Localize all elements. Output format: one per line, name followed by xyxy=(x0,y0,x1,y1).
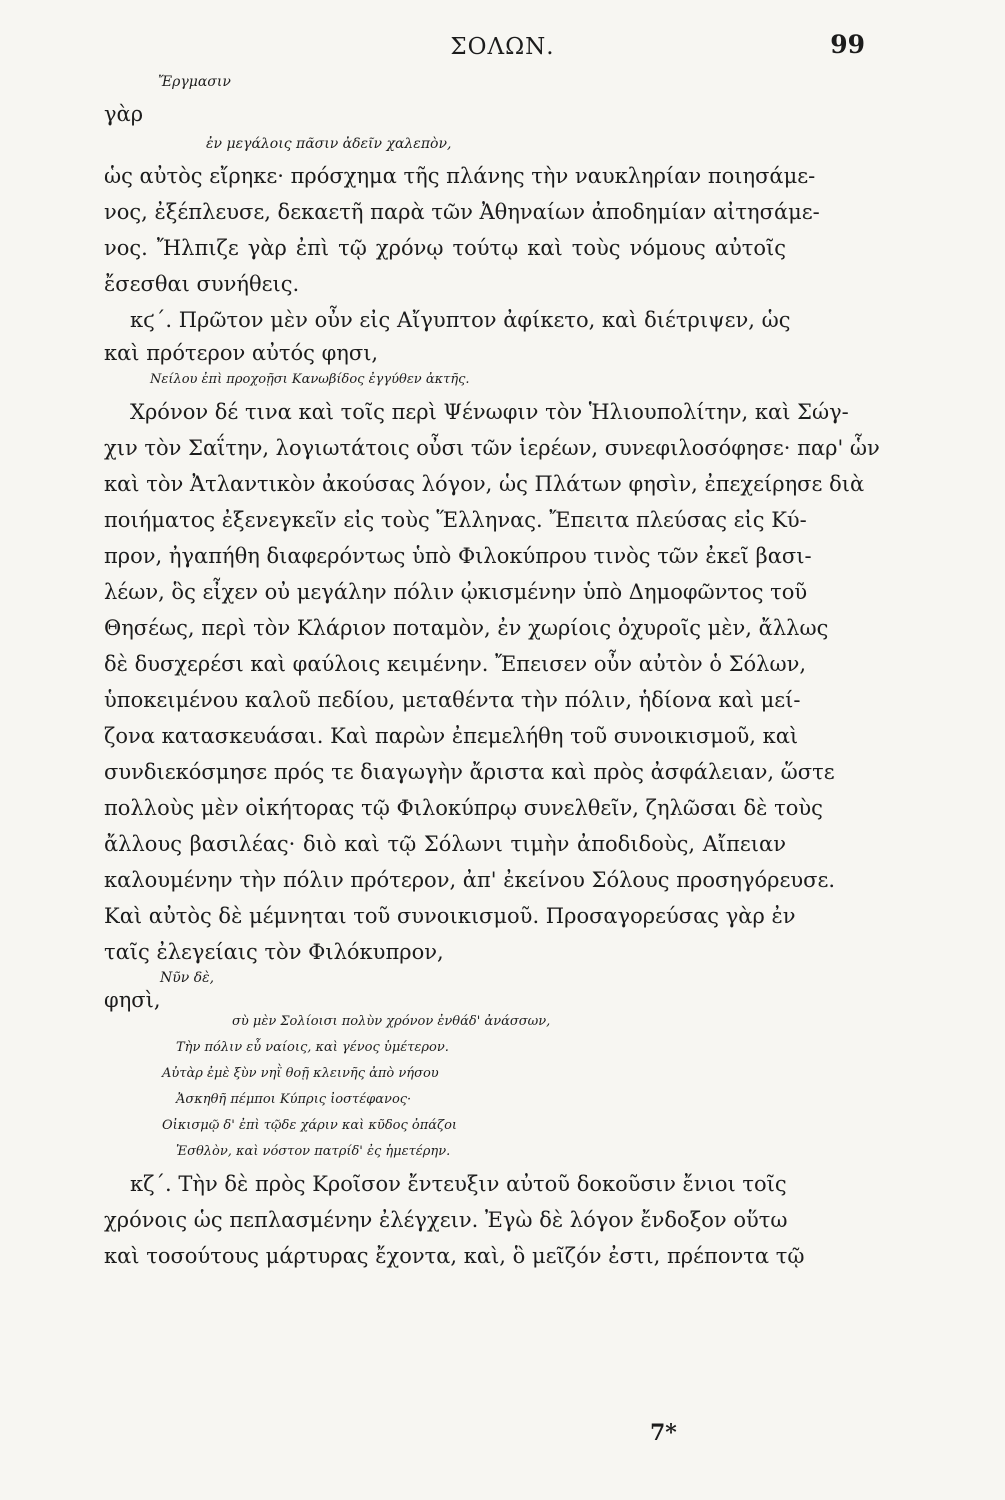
para3-line: πολλοὺς μὲν οἰκήτορας τῷ Φιλοκύπρῳ συνελθεῖν, ζηλῶσαι δὲ τοὺς xyxy=(104,796,823,820)
verse-line: Οἰκισμῷ δ' ἐπὶ τῷδε χάριν καὶ κῦδος ὀπάζοι xyxy=(162,1118,458,1133)
para2-line: καὶ πρότερον αὐτός φησι, xyxy=(104,341,379,365)
para1-line: νος, ἐξέπλευσε, δεκαετῆ παρὰ τῶν Ἀθηναίων ἀποδημίαν αἰτησάμε- xyxy=(104,200,820,224)
quote-gar: γὰρ xyxy=(104,102,144,126)
para3-line: χιν τὸν Σαΐτην, λογιωτάτοις οὖσι τῶν ἱερέων, συνεφιλοσόφησε· παρ' ὧν xyxy=(104,436,880,460)
para3-line: καὶ τὸν Ἀτλαντικὸν ἀκούσας λόγον, ὡς Πλάτων φησὶν, ἐπεχείρησε διὰ xyxy=(104,472,865,496)
para4-line: χρόνοις ὡς πεπλασμένην ἐλέγχειν. Ἐγὼ δὲ λόγον ἔνδοξον οὕτω xyxy=(104,1208,788,1232)
quote-verse: ἐν μεγάλοις πᾶσιν ἀδεῖν χαλεπὸν, xyxy=(206,136,452,152)
para3-line: καλουμένην τὴν πόλιν πρότερον, ἀπ' ἐκείνου Σόλους προσηγόρευσε. xyxy=(104,868,836,892)
para3-line: ὑποκειμένου καλοῦ πεδίου, μεταθέντα τὴν πόλιν, ἡδίονα καὶ μεί- xyxy=(104,688,801,712)
verse-line: Τὴν πόλιν εὖ ναίοις, καὶ γένος ὑμέτερον. xyxy=(176,1040,449,1055)
verse-line: Ἀσκηθῆ πέμποι Κύπρις ἰοστέφανος· xyxy=(176,1092,412,1107)
para3-line: συνδιεκόσμησε πρός τε διαγωγὴν ἄριστα καὶ πρὸς ἀσφάλειαν, ὥστε xyxy=(104,760,835,784)
running-title: ΣΟΛΩΝ. xyxy=(450,34,555,60)
para4-line: καὶ τοσούτους μάρτυρας ἔχοντα, καὶ, ὃ μεῖζόν ἐστι, πρέποντα τῷ xyxy=(104,1244,805,1268)
para3-line: Χρόνον δέ τινα καὶ τοῖς περὶ Ψένωφιν τὸν Ἡλιουπολίτην, καὶ Σώγ- xyxy=(130,400,849,424)
verse-intro: Νῦν δὲ, xyxy=(160,970,215,986)
para3-line: ἄλλους βασιλέας· διὸ καὶ τῷ Σόλωνι τιμὴν ἀποδιδοὺς, Αἴπειαν xyxy=(104,832,786,856)
para1-line: ἔσεσθαι συνήθεις. xyxy=(104,272,300,296)
para3-line: προν, ἠγαπήθη διαφερόντως ὑπὸ Φιλοκύπρου τινὸς τῶν ἐκεῖ βασι- xyxy=(104,544,812,568)
verse-line: σὺ μὲν Σολίοισι πολὺν χρόνον ἐνθάδ' ἀνάσσων, xyxy=(232,1014,551,1029)
verse-phesi: φησὶ, xyxy=(104,988,161,1012)
para3-line: ζονα κατασκευάσαι. Καὶ παρὼν ἐπεμελήθη τοῦ συνοικισμοῦ, καὶ xyxy=(104,724,799,748)
para3-line: Θησέως, περὶ τὸν Κλάριον ποταμὸν, ἐν χωρίοις ὀχυροῖς μὲν, ἄλλως xyxy=(104,616,829,640)
para3-line: δὲ δυσχερέσι καὶ φαύλοις κειμένην. Ἔπεισεν οὖν αὐτὸν ὁ Σόλων, xyxy=(104,652,807,676)
para3-line: λέων, ὃς εἶχεν οὐ μεγάλην πόλιν ᾠκισμένην ὑπὸ Δημοφῶντος τοῦ xyxy=(104,580,808,604)
running-head xyxy=(0,30,1005,64)
verse-line: Αὐτὰρ ἐμὲ ξὺν νηῒ θοῇ κλεινῆς ἀπὸ νήσου xyxy=(162,1066,439,1081)
quote-nile: Νείλου ἐπὶ προχοῇσι Κανωβίδος ἐγγύθεν ἀκτῆς. xyxy=(150,372,470,387)
para4-line: κζ΄. Τὴν δὲ πρὸς Κροῖσον ἔντευξιν αὐτοῦ δοκοῦσιν ἔνιοι τοῖς xyxy=(130,1172,787,1196)
page-number: 99 xyxy=(830,30,865,59)
verse-line: Ἐσθλὸν, καὶ νόστον πατρίδ' ἐς ἡμετέρην. xyxy=(176,1144,451,1159)
para3-line: Καὶ αὐτὸς δὲ μέμνηται τοῦ συνοικισμοῦ. Προσαγορεύσας γὰρ ἐν xyxy=(104,904,796,928)
signature-mark: 7* xyxy=(650,1420,677,1446)
para2-line: κϛ΄. Πρῶτον μὲν οὖν εἰς Αἴγυπτον ἀφίκετο, καὶ διέτριψεν, ὡς xyxy=(130,308,791,332)
quote-word-above: Ἔργμασιν xyxy=(158,74,231,90)
para3-line: ταῖς ἐλεγείαις τὸν Φιλόκυπρον, xyxy=(104,940,444,964)
para1-line: νος. Ἤλπιζε γὰρ ἐπὶ τῷ χρόνῳ τούτῳ καὶ τοὺς νόμους αὐτοῖς xyxy=(104,236,786,260)
para1-line: ὡς αὐτὸς εἴρηκε· πρόσχημα τῆς πλάνης τὴν ναυκληρίαν ποιησάμε- xyxy=(104,164,816,188)
para3-line: ποιήματος ἐξενεγκεῖν εἰς τοὺς Ἕλληνας. Ἔπειτα πλεύσας εἰς Κύ- xyxy=(104,508,807,532)
